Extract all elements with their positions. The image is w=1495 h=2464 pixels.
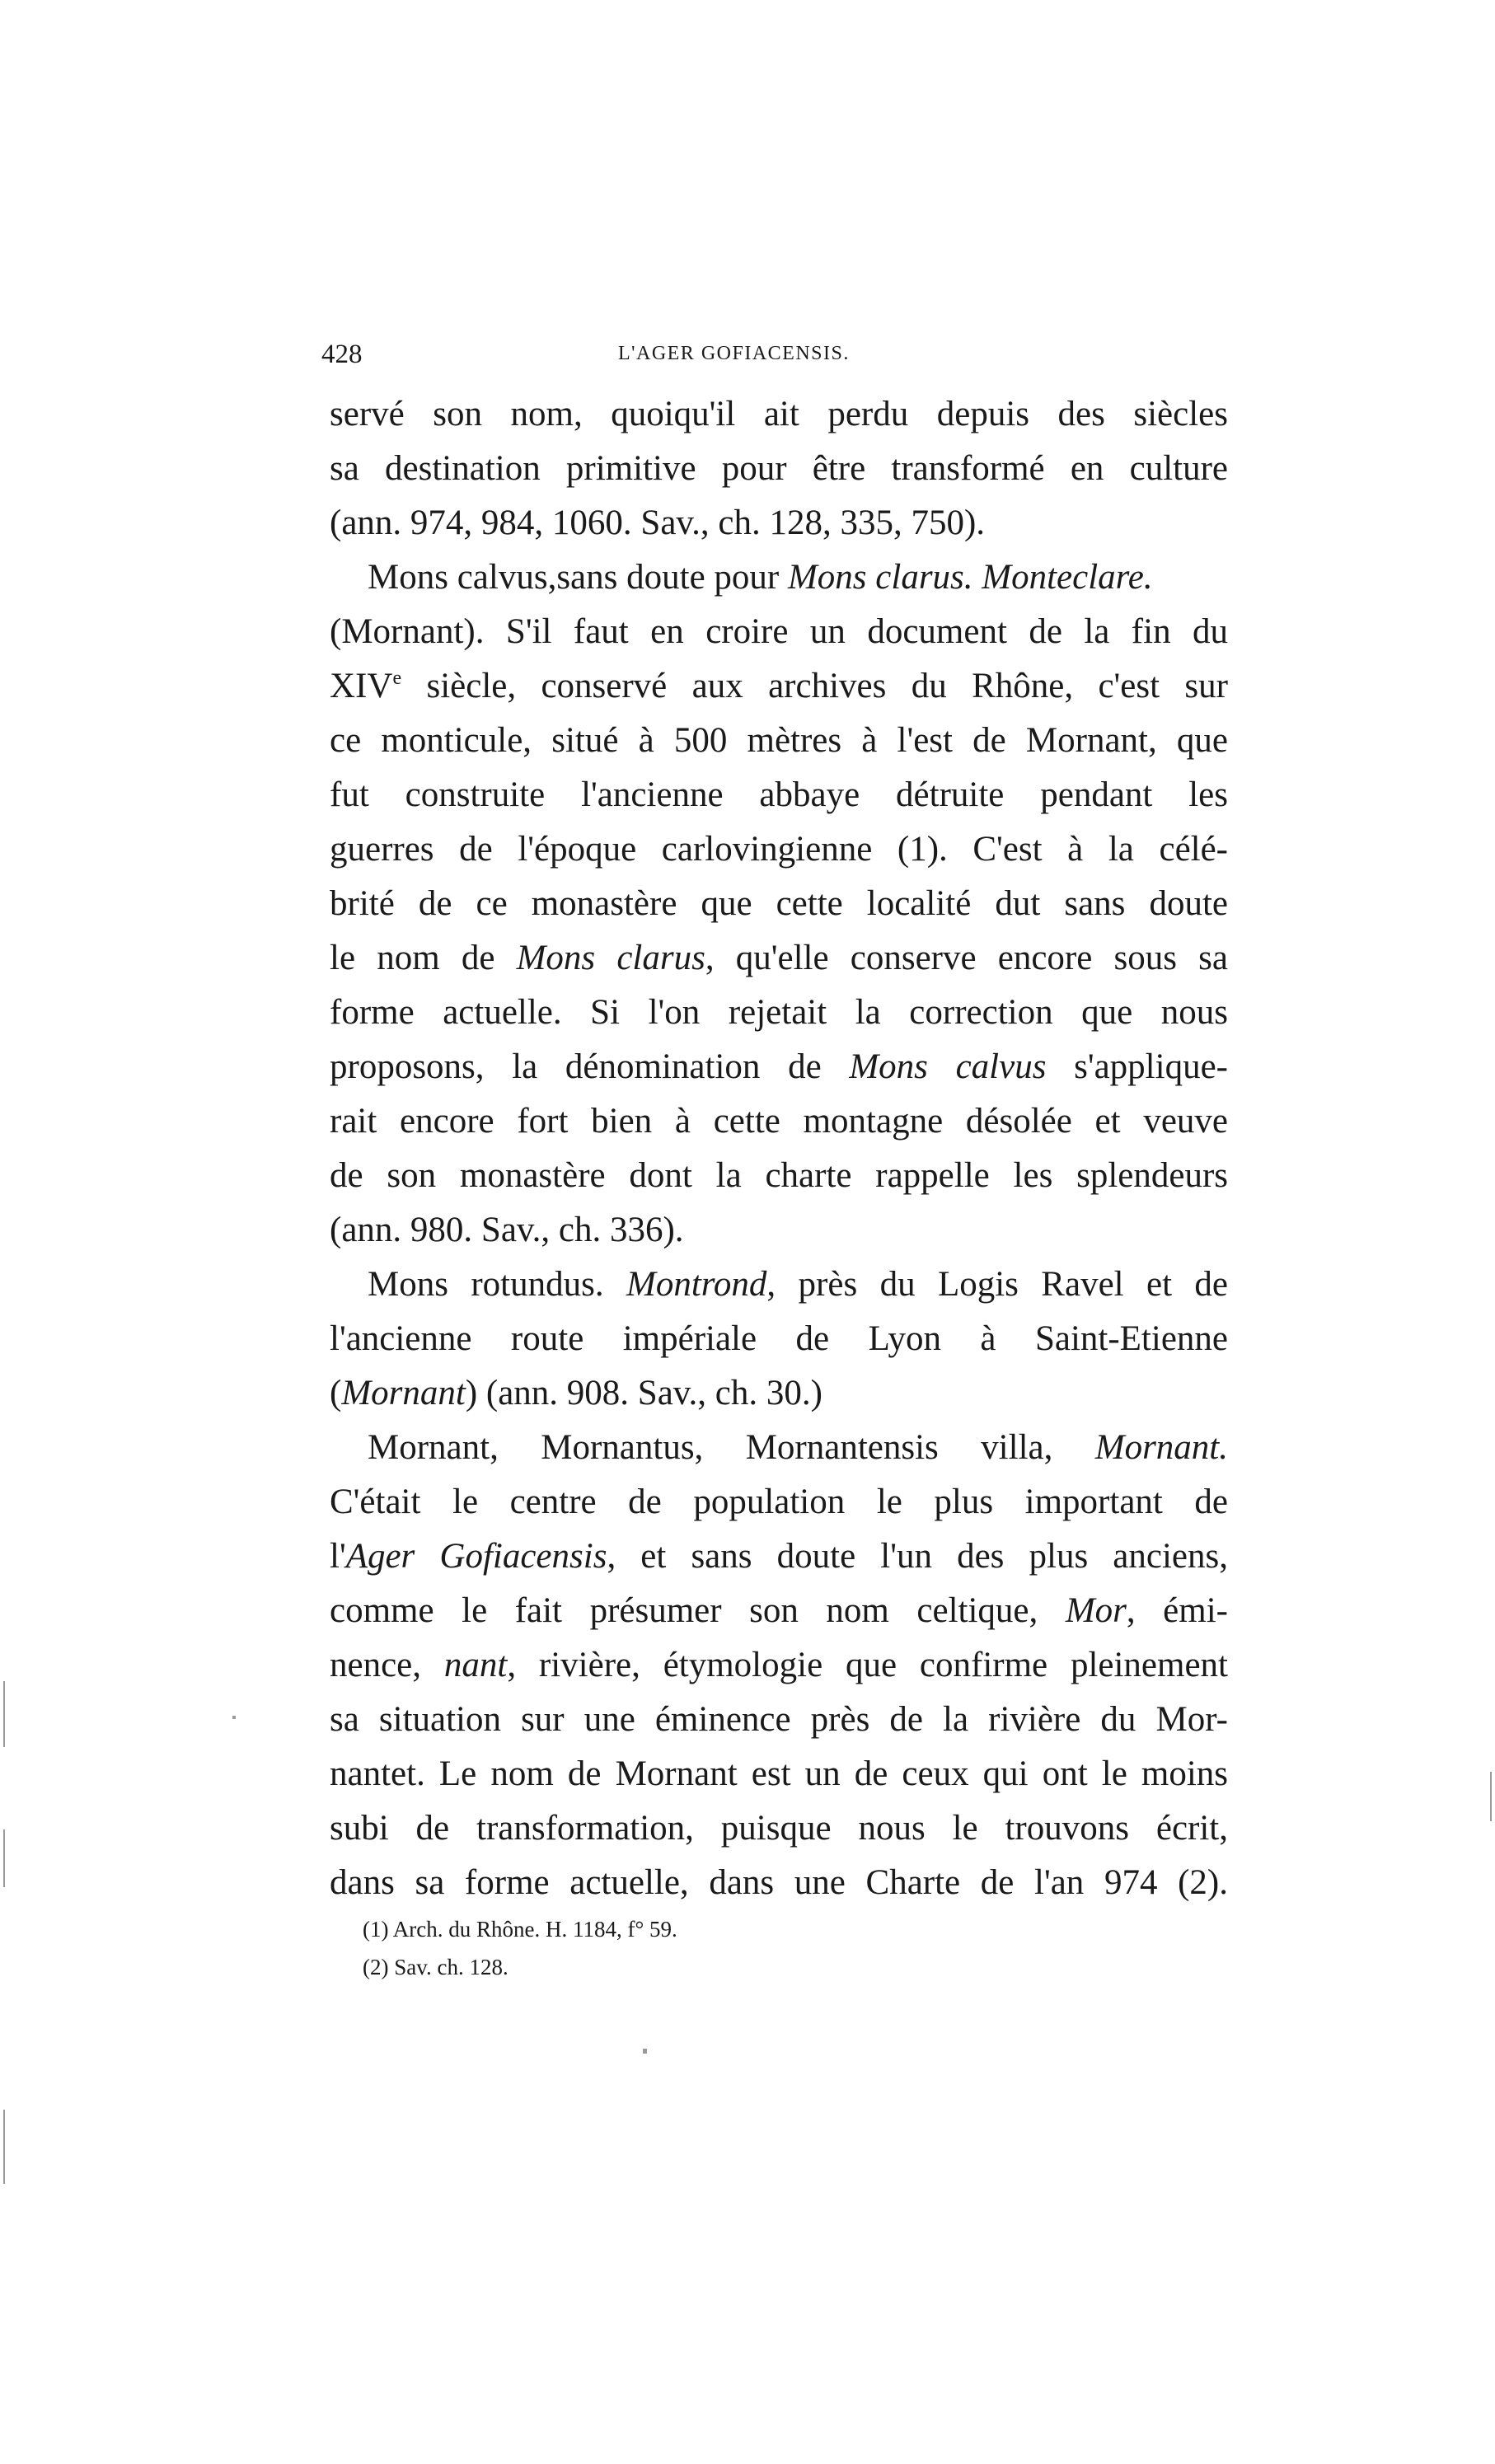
text-line: dans sa forme actuelle, dans une Charte de l'an 974 (2).: [330, 1863, 1228, 1902]
superscript: e: [392, 668, 402, 689]
scan-speck: [3, 1681, 5, 1747]
italic-run: Mons calvus: [849, 1047, 1047, 1086]
text-line: guerres de l'époque carlovingienne (1). C'est à la célé-: [330, 830, 1228, 869]
italic-run: Mornant: [341, 1374, 466, 1412]
text-line: subi de transformation, puisque nous le trouvons écrit,: [330, 1809, 1228, 1848]
footnote: (1) Arch. du Rhône. H. 1184, f° 59.: [363, 1917, 677, 1942]
text-line: sa destination primitive pour être transformé en culture: [330, 449, 1228, 488]
text-run: siècle, conservé aux archives du Rhône, c'est sur: [401, 667, 1228, 705]
text-line: ce monticule, situé à 500 mètres à l'est de Mornant, que: [330, 721, 1228, 760]
text-line: [330, 1584, 1228, 1638]
text-run: XIV: [330, 667, 393, 705]
italic-run: Montrond: [626, 1265, 767, 1304]
text-line: sa situation sur une éminence près de la rivière du Mor-: [330, 1700, 1228, 1739]
text-run: l': [330, 1537, 346, 1576]
text-line: fut construite l'ancienne abbaye détruite pendant les: [330, 775, 1228, 814]
text-run: le nom de: [330, 939, 517, 977]
text-line: (ann. 974, 984, 1060. Sav., ch. 128, 335, 750).: [330, 504, 986, 542]
text-line: [330, 1638, 1228, 1693]
page-number: 428: [321, 340, 363, 369]
text-line: l'ancienne route impériale de Lyon à Saint-Etienne: [330, 1319, 1228, 1358]
text-run: comme le fait présumer son nom celtique,: [330, 1591, 1066, 1630]
text-line: (ann. 980. Sav., ch. 336).: [330, 1211, 684, 1249]
italic-run: nant: [443, 1646, 508, 1684]
text-line: de son monastère dont la charte rappelle les splendeurs: [330, 1156, 1228, 1195]
running-title: L'AGER GOFIACENSIS.: [618, 343, 850, 364]
text-line: servé son nom, quoiqu'il ait perdu depuis des siècles: [330, 395, 1228, 433]
text-line: nantet. Le nom de Mornant est un de ceux qui ont le moins: [330, 1754, 1228, 1793]
italic-run: Ager Gofiacensis: [345, 1537, 607, 1576]
text-line: [330, 1529, 1228, 1584]
footnotes: [363, 1910, 940, 1986]
text-line: [330, 1258, 1228, 1312]
text-run: , près du Logis Ravel et de: [766, 1265, 1228, 1304]
text-run: , et sans doute l'un des plus anciens,: [607, 1537, 1228, 1576]
text-line: (Mornant). S'il faut en croire un document de la fin du: [330, 612, 1228, 651]
page-header: [321, 340, 1232, 381]
scan-speck: [1490, 1772, 1492, 1821]
text-line: [330, 1421, 1228, 1475]
italic-run: Mons clarus. Monteclare.: [787, 558, 1153, 597]
text-run: Mornant, Mornantus, Mornantensis villa,: [368, 1428, 1095, 1467]
scan-speck: [232, 1716, 236, 1719]
body-text: [330, 387, 1228, 1910]
text-line: [330, 1040, 1228, 1094]
text-run: , émi-: [1126, 1591, 1228, 1630]
text-line: forme actuelle. Si l'on rejetait la correction que nous: [330, 993, 1228, 1032]
scan-speck: [643, 2049, 647, 2054]
text-run: (: [330, 1374, 342, 1412]
text-run: nence,: [330, 1646, 444, 1684]
text-run: Mons calvus,sans doute pour: [368, 558, 788, 597]
text-line: [330, 1366, 1228, 1421]
text-run: s'applique-: [1046, 1047, 1228, 1086]
footnote: (2) Sav. ch. 128.: [363, 1955, 508, 1979]
text-line: brité de ce monastère que cette localité dut sans doute: [330, 884, 1228, 923]
scan-speck: [3, 2110, 5, 2184]
italic-run: Mornant.: [1094, 1428, 1228, 1467]
text-run: ) (ann. 908. Sav., ch. 30.): [465, 1374, 822, 1412]
scan-speck: [3, 1829, 5, 1887]
text-line: rait encore fort bien à cette montagne désolée et veuve: [330, 1102, 1228, 1141]
text-line: C'était le centre de population le plus important de: [330, 1483, 1228, 1521]
text-run: , rivière, étymologie que confirme pleinement: [507, 1646, 1228, 1684]
italic-run: Mons clarus: [516, 939, 705, 977]
text-run: , qu'elle conserve encore sous sa: [705, 939, 1228, 977]
text-line: [330, 659, 1228, 714]
text-line: [330, 550, 1228, 605]
text-run: Mons rotundus.: [368, 1265, 626, 1304]
text-line: [330, 931, 1228, 986]
italic-run: Mor: [1065, 1591, 1127, 1630]
text-run: proposons, la dénomination de: [330, 1047, 850, 1086]
